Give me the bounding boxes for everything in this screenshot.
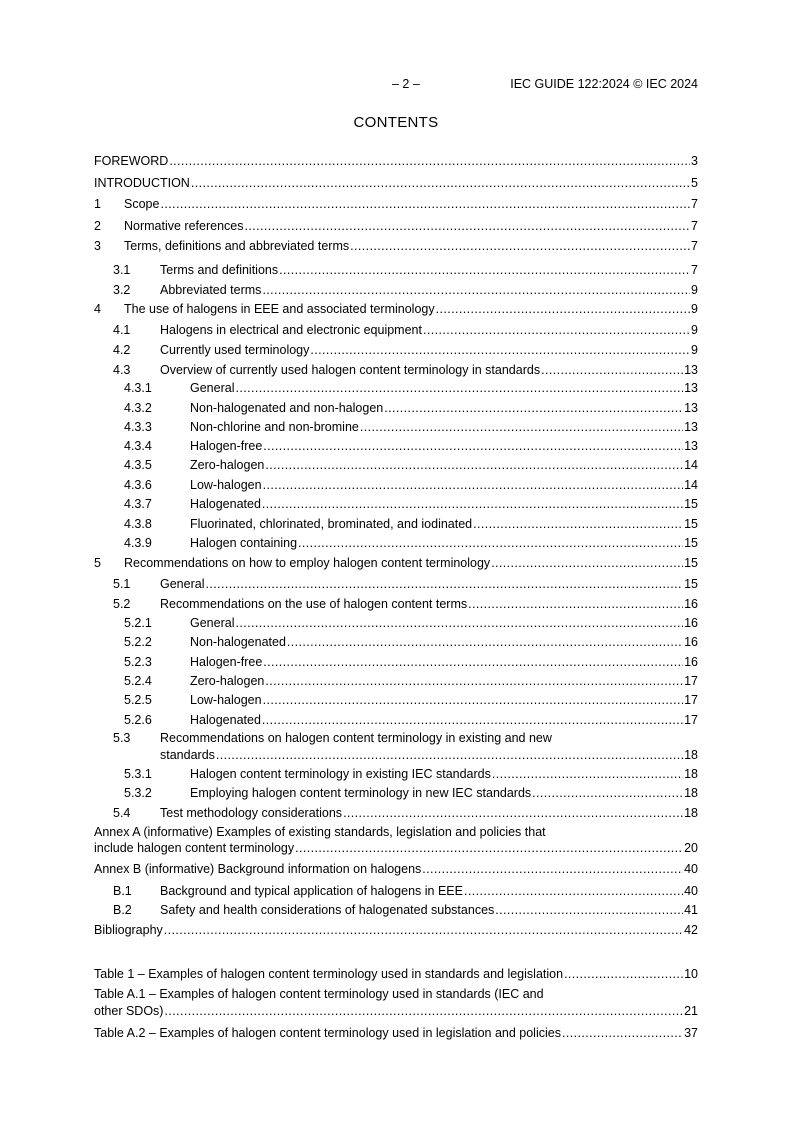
entry-number: 4.3.8 bbox=[124, 517, 152, 531]
dot-leader bbox=[436, 301, 690, 318]
toc-entry[interactable] bbox=[94, 883, 698, 901]
entry-number: 5 bbox=[94, 556, 101, 570]
dot-leader bbox=[564, 966, 683, 983]
toc-entry[interactable] bbox=[94, 634, 698, 652]
entry-label[interactable]: Halogen-free bbox=[190, 439, 263, 453]
entry-page-number[interactable]: 14 bbox=[684, 478, 698, 492]
entry-label[interactable]: Table A.2 – Examples of halogen content terminology used in legislation and policies bbox=[94, 1026, 561, 1040]
entry-page-number[interactable]: 18 bbox=[684, 767, 698, 781]
entry-label[interactable]: Non-halogenated and non-halogen bbox=[190, 401, 384, 415]
entry-page-number[interactable]: 7 bbox=[691, 219, 698, 233]
toc-entry[interactable] bbox=[94, 654, 698, 672]
entry-page-number[interactable]: 18 bbox=[684, 786, 698, 800]
entry-page-number[interactable]: 18 bbox=[684, 806, 698, 820]
dot-leader bbox=[262, 712, 683, 729]
entry-page-number[interactable]: 15 bbox=[684, 497, 698, 511]
dot-leader bbox=[532, 785, 683, 802]
entry-label[interactable]: General bbox=[160, 577, 205, 591]
entry-page-number[interactable]: 7 bbox=[691, 263, 698, 277]
dot-leader bbox=[422, 861, 683, 878]
toc-entry[interactable] bbox=[94, 596, 698, 614]
toc-entry[interactable] bbox=[94, 692, 698, 710]
entry-number: 5.2.2 bbox=[124, 635, 152, 649]
entry-page-number[interactable]: 17 bbox=[684, 693, 698, 707]
entry-page-number[interactable]: 13 bbox=[684, 439, 698, 453]
entry-label[interactable]: Zero-halogen bbox=[190, 458, 265, 472]
toc-entry[interactable] bbox=[94, 196, 698, 214]
entry-page-number[interactable]: 40 bbox=[684, 862, 698, 876]
dot-leader bbox=[164, 1003, 683, 1020]
entry-page-number[interactable]: 9 bbox=[691, 283, 698, 297]
entry-page-number[interactable]: 15 bbox=[684, 577, 698, 591]
dot-leader bbox=[263, 654, 683, 671]
entry-label[interactable]: Non-chlorine and non-bromine bbox=[190, 420, 359, 434]
toc-entry[interactable] bbox=[94, 673, 698, 691]
table-list-entry[interactable] bbox=[94, 1003, 698, 1021]
entry-page-number[interactable]: 13 bbox=[684, 420, 698, 434]
entry-number: 4.2 bbox=[113, 343, 131, 357]
entry-label[interactable]: Employing halogen content terminology in new IEC standards bbox=[190, 786, 532, 800]
entry-number: 4.3.1 bbox=[124, 381, 152, 395]
entry-page-number[interactable]: 16 bbox=[684, 655, 698, 669]
entry-page-number[interactable]: 9 bbox=[691, 343, 698, 357]
entry-number: 5.4 bbox=[113, 806, 131, 820]
toc-entry[interactable] bbox=[94, 922, 698, 940]
entry-number: 4.1 bbox=[113, 323, 131, 337]
entry-label[interactable]: Recommendations on the use of halogen content terms bbox=[160, 597, 468, 611]
dot-leader bbox=[495, 902, 683, 919]
toc-entry[interactable] bbox=[94, 840, 698, 858]
dot-leader bbox=[235, 615, 683, 632]
entry-page-number[interactable]: 9 bbox=[691, 323, 698, 337]
dot-leader bbox=[473, 516, 683, 533]
toc-entry[interactable] bbox=[94, 555, 698, 573]
toc-entry[interactable] bbox=[94, 362, 698, 380]
toc-entry[interactable] bbox=[94, 576, 698, 594]
toc-entry[interactable] bbox=[94, 438, 698, 456]
entry-label[interactable]: standards bbox=[160, 748, 215, 762]
dot-leader bbox=[423, 322, 690, 339]
toc-entry[interactable] bbox=[94, 477, 698, 495]
dot-leader bbox=[245, 218, 691, 235]
entry-label[interactable]: Table 1 – Examples of halogen content terminology used in standards and legislation bbox=[94, 967, 564, 981]
dot-leader bbox=[263, 477, 684, 494]
entry-number: 5.2 bbox=[113, 597, 131, 611]
entry-page-number[interactable]: 9 bbox=[691, 302, 698, 316]
entry-page-number[interactable]: 13 bbox=[684, 381, 698, 395]
dot-leader bbox=[235, 380, 683, 397]
entry-page-number[interactable]: 17 bbox=[684, 713, 698, 727]
entry-label[interactable]: Halogenated bbox=[190, 713, 261, 727]
dot-leader bbox=[262, 496, 683, 513]
entry-page-number[interactable]: 21 bbox=[684, 1004, 698, 1018]
entry-page-number[interactable]: 7 bbox=[691, 197, 698, 211]
dot-leader bbox=[491, 555, 683, 572]
entry-number: 3.1 bbox=[113, 263, 131, 277]
entry-number: 4.3.6 bbox=[124, 478, 152, 492]
entry-page-number[interactable]: 13 bbox=[684, 363, 698, 377]
toc-entry[interactable] bbox=[94, 153, 698, 171]
entry-number: 5.2.5 bbox=[124, 693, 152, 707]
dot-leader bbox=[310, 342, 690, 359]
entry-page-number[interactable]: 3 bbox=[691, 154, 698, 168]
dot-leader bbox=[384, 400, 683, 417]
entry-number: 4.3.7 bbox=[124, 497, 152, 511]
entry-label[interactable]: INTRODUCTION bbox=[94, 176, 190, 190]
entry-label[interactable]: Halogenated bbox=[190, 497, 261, 511]
entry-label[interactable]: Background and typical application of halogens in EEE bbox=[160, 884, 463, 898]
dot-leader bbox=[164, 922, 683, 939]
entry-label[interactable]: Fluorinated, chlorinated, brominated, and iodinated bbox=[190, 517, 473, 531]
entry-label[interactable]: Annex B (informative) Background information on halogens bbox=[94, 862, 422, 876]
entry-number: 4.3.5 bbox=[124, 458, 152, 472]
dot-leader bbox=[279, 262, 690, 279]
toc-entry[interactable] bbox=[94, 380, 698, 398]
toc-entry[interactable] bbox=[94, 457, 698, 475]
dot-leader bbox=[265, 457, 683, 474]
dot-leader bbox=[464, 883, 683, 900]
entry-number: 5.2.6 bbox=[124, 713, 152, 727]
entry-number: 3 bbox=[94, 239, 101, 253]
dot-leader bbox=[541, 362, 683, 379]
dot-leader bbox=[205, 576, 683, 593]
entry-label[interactable]: Halogen-free bbox=[190, 655, 263, 669]
entry-label[interactable]: Terms, definitions and abbreviated terms bbox=[124, 239, 350, 253]
entry-number: 3.2 bbox=[113, 283, 131, 297]
toc-entry[interactable] bbox=[94, 262, 698, 280]
entry-label-line1[interactable]: Recommendations on halogen content terminology in existing and new bbox=[160, 731, 552, 745]
entry-page-number[interactable]: 40 bbox=[684, 884, 698, 898]
entry-page-number[interactable]: 7 bbox=[691, 239, 698, 253]
entry-page-number[interactable]: 17 bbox=[684, 674, 698, 688]
toc-entry[interactable] bbox=[94, 238, 698, 256]
toc-entry[interactable] bbox=[94, 902, 698, 920]
entry-label[interactable]: General bbox=[190, 616, 235, 630]
dot-leader bbox=[562, 1025, 683, 1042]
toc-entry[interactable] bbox=[94, 785, 698, 803]
document-id: IEC GUIDE 122:2024 © IEC 2024 bbox=[510, 77, 698, 91]
dot-leader bbox=[468, 596, 683, 613]
toc-entry[interactable] bbox=[94, 322, 698, 340]
entry-number: 4.3 bbox=[113, 363, 131, 377]
entry-label[interactable]: Bibliography bbox=[94, 923, 163, 937]
toc-entry[interactable] bbox=[94, 342, 698, 360]
dot-leader bbox=[295, 840, 683, 857]
table-list-entry[interactable] bbox=[94, 1025, 698, 1043]
toc-entry[interactable] bbox=[94, 861, 698, 879]
page-number: – 2 – bbox=[392, 77, 420, 91]
entry-page-number[interactable]: 16 bbox=[684, 597, 698, 611]
dot-leader bbox=[298, 535, 683, 552]
entry-label[interactable]: Abbreviated terms bbox=[160, 283, 262, 297]
entry-number: B.2 bbox=[113, 903, 132, 917]
entry-label-line1[interactable]: Table A.1 – Examples of halogen content terminology used in standards (IEC and bbox=[94, 987, 544, 1001]
entry-number: 2 bbox=[94, 219, 101, 233]
entry-label[interactable]: Normative references bbox=[124, 219, 244, 233]
dot-leader bbox=[343, 805, 683, 822]
entry-label[interactable]: Halogen containing bbox=[190, 536, 298, 550]
table-list-entry[interactable] bbox=[94, 966, 698, 984]
toc-entry[interactable] bbox=[94, 615, 698, 633]
entry-number: 5.3.1 bbox=[124, 767, 152, 781]
entry-page-number[interactable]: 14 bbox=[684, 458, 698, 472]
entry-page-number[interactable]: 5 bbox=[691, 176, 698, 190]
entry-label[interactable]: Low-halogen bbox=[190, 478, 262, 492]
dot-leader bbox=[169, 153, 690, 170]
entry-number: 1 bbox=[94, 197, 101, 211]
entry-label[interactable]: include halogen content terminology bbox=[94, 841, 295, 855]
entry-page-number[interactable]: 15 bbox=[684, 556, 698, 570]
dot-leader bbox=[287, 634, 683, 651]
entry-label[interactable]: Overview of currently used halogen content terminology in standards bbox=[160, 363, 541, 377]
dot-leader bbox=[492, 766, 683, 783]
entry-label[interactable]: The use of halogens in EEE and associated terminology bbox=[124, 302, 435, 316]
dot-leader bbox=[191, 175, 690, 192]
entry-label[interactable]: Halogens in electrical and electronic equipment bbox=[160, 323, 422, 337]
entry-label[interactable]: other SDOs) bbox=[94, 1004, 164, 1018]
entry-label[interactable]: FOREWORD bbox=[94, 154, 169, 168]
dot-leader bbox=[262, 282, 690, 299]
toc-entry[interactable] bbox=[94, 766, 698, 784]
entry-page-number[interactable]: 18 bbox=[684, 748, 698, 762]
entry-number: 4.3.3 bbox=[124, 420, 152, 434]
entry-page-number[interactable]: 13 bbox=[684, 401, 698, 415]
toc-entry[interactable] bbox=[94, 218, 698, 236]
entry-label[interactable]: Low-halogen bbox=[190, 693, 262, 707]
entry-number: 5.1 bbox=[113, 577, 131, 591]
dot-leader bbox=[360, 419, 683, 436]
entry-number: 5.2.1 bbox=[124, 616, 152, 630]
toc-entry[interactable] bbox=[94, 496, 698, 514]
entry-page-number[interactable]: 16 bbox=[684, 616, 698, 630]
entry-label[interactable]: Halogen content terminology in existing IEC standards bbox=[190, 767, 491, 781]
dot-leader bbox=[265, 673, 683, 690]
toc-entry-line1 bbox=[94, 730, 698, 748]
toc-entry[interactable] bbox=[94, 712, 698, 730]
dot-leader bbox=[350, 238, 690, 255]
entry-number: 4.3.9 bbox=[124, 536, 152, 550]
toc-entry[interactable] bbox=[94, 419, 698, 437]
toc-entry[interactable] bbox=[94, 747, 698, 765]
toc-entry[interactable] bbox=[94, 301, 698, 319]
entry-page-number[interactable]: 15 bbox=[684, 517, 698, 531]
toc-entry[interactable] bbox=[94, 535, 698, 553]
entry-label[interactable]: General bbox=[190, 381, 235, 395]
entry-page-number[interactable]: 42 bbox=[684, 923, 698, 937]
entry-page-number[interactable]: 15 bbox=[684, 536, 698, 550]
entry-label[interactable]: Currently used terminology bbox=[160, 343, 310, 357]
entry-label[interactable]: Scope bbox=[124, 197, 160, 211]
entry-label[interactable]: Recommendations on how to employ halogen content terminology bbox=[124, 556, 491, 570]
entry-page-number[interactable]: 16 bbox=[684, 635, 698, 649]
table-list-entry-line1 bbox=[94, 986, 698, 1004]
entry-label[interactable]: Zero-halogen bbox=[190, 674, 265, 688]
dot-leader bbox=[160, 196, 690, 213]
entry-label[interactable]: Test methodology considerations bbox=[160, 806, 343, 820]
entry-label-line1[interactable]: Annex A (informative) Examples of existing standards, legislation and policies that bbox=[94, 825, 546, 839]
toc-entry[interactable] bbox=[94, 805, 698, 823]
page-header bbox=[94, 77, 698, 93]
toc-entry[interactable] bbox=[94, 175, 698, 193]
entry-number: 5.3 bbox=[113, 731, 131, 745]
entry-page-number[interactable]: 20 bbox=[684, 841, 698, 855]
dot-leader bbox=[263, 438, 683, 455]
entry-number: 5.2.3 bbox=[124, 655, 152, 669]
entry-label[interactable]: Safety and health considerations of halogenated substances bbox=[160, 903, 495, 917]
entry-number: 5.2.4 bbox=[124, 674, 152, 688]
toc-entry[interactable] bbox=[94, 516, 698, 534]
entry-page-number[interactable]: 37 bbox=[684, 1026, 698, 1040]
entry-label[interactable]: Non-halogenated bbox=[190, 635, 286, 649]
entry-page-number[interactable]: 10 bbox=[684, 967, 698, 981]
entry-number: 4.3.2 bbox=[124, 401, 152, 415]
entry-number: 4.3.4 bbox=[124, 439, 152, 453]
entry-number: B.1 bbox=[113, 884, 132, 898]
page-title: CONTENTS bbox=[353, 114, 439, 131]
entry-number: 5.3.2 bbox=[124, 786, 152, 800]
entry-number: 4 bbox=[94, 302, 101, 316]
dot-leader bbox=[263, 692, 684, 709]
entry-label[interactable]: Terms and definitions bbox=[160, 263, 279, 277]
entry-page-number[interactable]: 41 bbox=[684, 903, 698, 917]
toc-entry[interactable] bbox=[94, 282, 698, 300]
toc-entry[interactable] bbox=[94, 400, 698, 418]
dot-leader bbox=[216, 747, 683, 764]
